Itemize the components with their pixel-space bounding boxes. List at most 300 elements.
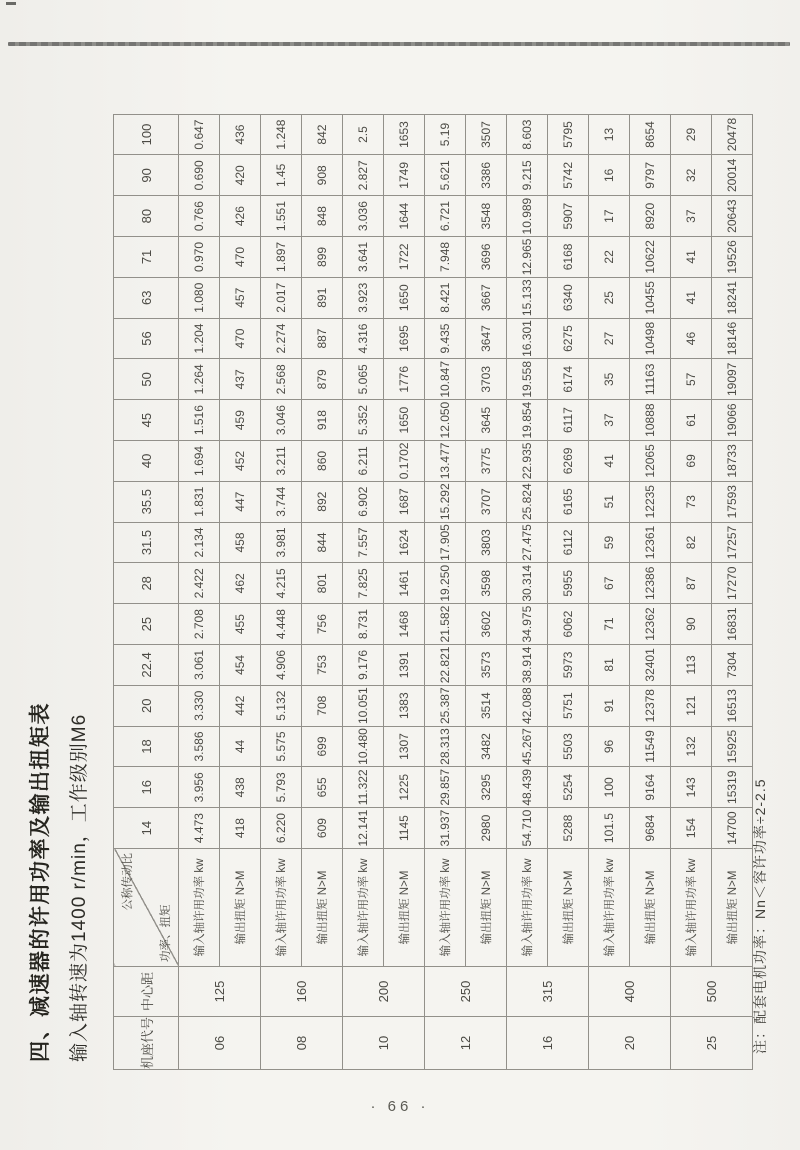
ratio-header: 80	[114, 196, 179, 237]
power-cell: 3.744	[261, 481, 302, 522]
ratio-header: 50	[114, 359, 179, 400]
ratio-header: 20	[114, 685, 179, 726]
ratio-header: 40	[114, 441, 179, 482]
torque-row-label: 输出扭矩 N>M	[548, 848, 589, 966]
ratio-header: 56	[114, 318, 179, 359]
torque-cell: 6168	[548, 237, 589, 278]
power-cell: 61	[671, 400, 712, 441]
power-cell: 25	[589, 277, 630, 318]
torque-cell: 655	[302, 767, 343, 808]
power-cell: 13.477	[425, 441, 466, 482]
table-row	[548, 114, 589, 1069]
torque-cell: 436	[220, 114, 261, 155]
torque-cell: 19066	[712, 400, 753, 441]
power-cell: 16	[589, 155, 630, 196]
torque-cell: 447	[220, 481, 261, 522]
power-cell: 25.387	[425, 685, 466, 726]
power-cell: 100	[589, 767, 630, 808]
power-cell: 1.264	[179, 359, 220, 400]
torque-cell: 6165	[548, 481, 589, 522]
power-cell: 27	[589, 318, 630, 359]
power-cell: 35	[589, 359, 630, 400]
torque-cell: 44	[220, 726, 261, 767]
page-number: · 66 ·	[370, 1098, 430, 1115]
power-cell: 17.905	[425, 522, 466, 563]
torque-cell: 12065	[630, 441, 671, 482]
torque-cell: 3707	[466, 481, 507, 522]
corner-power-torque-label: 功率、扭矩	[160, 904, 172, 962]
torque-cell: 10498	[630, 318, 671, 359]
torque-cell: 420	[220, 155, 261, 196]
torque-cell: 12386	[630, 563, 671, 604]
power-row-label: 输入轴许用功率 kw	[589, 848, 630, 966]
power-cell: 0.766	[179, 196, 220, 237]
torque-cell: 5751	[548, 685, 589, 726]
ratio-header: 25	[114, 604, 179, 645]
torque-cell: 5795	[548, 114, 589, 155]
torque-cell: 3507	[466, 114, 507, 155]
power-cell: 7.948	[425, 237, 466, 278]
torque-row-label: 输出扭矩 N>M	[630, 848, 671, 966]
power-cell: 22.821	[425, 645, 466, 686]
torque-cell: 5503	[548, 726, 589, 767]
torque-row-label: 输出扭矩 N>M	[712, 848, 753, 966]
torque-cell: 6062	[548, 604, 589, 645]
torque-cell: 19097	[712, 359, 753, 400]
torque-cell: 3645	[466, 400, 507, 441]
power-cell: 0.970	[179, 237, 220, 278]
power-cell: 19.558	[507, 359, 548, 400]
power-cell: 73	[671, 481, 712, 522]
torque-cell: 753	[302, 645, 343, 686]
table-row	[261, 114, 302, 1069]
torque-cell: 15319	[712, 767, 753, 808]
power-cell: 37	[671, 196, 712, 237]
power-row-label: 输入轴许用功率 kw	[179, 848, 220, 966]
torque-cell: 17257	[712, 522, 753, 563]
power-cell: 132	[671, 726, 712, 767]
center-distance: 315	[507, 966, 589, 1016]
power-cell: 19.250	[425, 563, 466, 604]
frame-code: 25	[671, 1016, 753, 1069]
torque-cell: 1461	[384, 563, 425, 604]
torque-cell: 3667	[466, 277, 507, 318]
power-cell: 6.211	[343, 441, 384, 482]
torque-cell: 3696	[466, 237, 507, 278]
torque-cell: 470	[220, 318, 261, 359]
power-cell: 1.516	[179, 400, 220, 441]
power-cell: 101.5	[589, 808, 630, 849]
center-distance: 400	[589, 966, 671, 1016]
power-cell: 22	[589, 237, 630, 278]
power-cell: 113	[671, 645, 712, 686]
torque-cell: 844	[302, 522, 343, 563]
torque-cell: 3295	[466, 767, 507, 808]
ratio-header: 100	[114, 114, 179, 155]
torque-cell: 3647	[466, 318, 507, 359]
power-cell: 1.551	[261, 196, 302, 237]
torque-cell: 848	[302, 196, 343, 237]
power-cell: 11.322	[343, 767, 384, 808]
torque-cell: 20014	[712, 155, 753, 196]
power-row-label: 输入轴许用功率 kw	[425, 848, 466, 966]
power-cell: 2.827	[343, 155, 384, 196]
torque-cell: 438	[220, 767, 261, 808]
power-cell: 4.473	[179, 808, 220, 849]
torque-cell: 10888	[630, 400, 671, 441]
power-cell: 121	[671, 685, 712, 726]
power-cell: 3.036	[343, 196, 384, 237]
power-cell: 28.313	[425, 726, 466, 767]
torque-cell: 20478	[712, 114, 753, 155]
power-cell: 69	[671, 441, 712, 482]
torque-cell: 32401	[630, 645, 671, 686]
torque-cell: 418	[220, 808, 261, 849]
center-distance-header: 中心距	[114, 966, 179, 1016]
torque-cell: 442	[220, 685, 261, 726]
power-cell: 71	[589, 604, 630, 645]
power-cell: 10.480	[343, 726, 384, 767]
power-cell: 12.965	[507, 237, 548, 278]
torque-cell: 699	[302, 726, 343, 767]
power-cell: 3.586	[179, 726, 220, 767]
page-title: 四、减速器的许用功率及输出扭矩表	[29, 702, 52, 1062]
power-cell: 2.568	[261, 359, 302, 400]
power-cell: 12.141	[343, 808, 384, 849]
ratio-header: 35.5	[114, 481, 179, 522]
frame-code: 06	[179, 1016, 261, 1069]
center-distance: 200	[343, 966, 425, 1016]
torque-cell: 458	[220, 522, 261, 563]
torque-cell: 12362	[630, 604, 671, 645]
power-cell: 4.316	[343, 318, 384, 359]
ratio-header: 14	[114, 808, 179, 849]
power-cell: 34.975	[507, 604, 548, 645]
torque-cell: 17593	[712, 481, 753, 522]
torque-cell: 860	[302, 441, 343, 482]
power-cell: 25.824	[507, 481, 548, 522]
power-row-label: 输入轴许用功率 kw	[671, 848, 712, 966]
torque-cell: 1653	[384, 114, 425, 155]
diagonal-corner-cell	[114, 848, 179, 966]
power-cell: 2.708	[179, 604, 220, 645]
torque-cell: 1650	[384, 277, 425, 318]
frame-code-header: 机座代号	[114, 1016, 179, 1069]
power-cell: 19.854	[507, 400, 548, 441]
power-cell: 22.935	[507, 441, 548, 482]
power-cell: 4.215	[261, 563, 302, 604]
torque-cell: 842	[302, 114, 343, 155]
torque-cell: 16831	[712, 604, 753, 645]
power-cell: 1.45	[261, 155, 302, 196]
torque-cell: 3703	[466, 359, 507, 400]
torque-cell: 918	[302, 400, 343, 441]
power-cell: 10.051	[343, 685, 384, 726]
power-cell: 0.647	[179, 114, 220, 155]
power-cell: 27.475	[507, 522, 548, 563]
table-row	[507, 114, 548, 1069]
torque-cell: 462	[220, 563, 261, 604]
torque-cell: 1468	[384, 604, 425, 645]
power-cell: 21.582	[425, 604, 466, 645]
torque-cell: 6112	[548, 522, 589, 563]
torque-row-label: 输出扭矩 N>M	[302, 848, 343, 966]
power-cell: 37	[589, 400, 630, 441]
power-cell: 8.731	[343, 604, 384, 645]
power-cell: 8.603	[507, 114, 548, 155]
torque-cell: 1307	[384, 726, 425, 767]
power-cell: 16.301	[507, 318, 548, 359]
table-row	[671, 114, 712, 1069]
power-cell: 82	[671, 522, 712, 563]
power-cell: 29	[671, 114, 712, 155]
power-row-label: 输入轴许用功率 kw	[507, 848, 548, 966]
power-cell: 8.421	[425, 277, 466, 318]
power-cell: 87	[671, 563, 712, 604]
power-cell: 3.923	[343, 277, 384, 318]
power-cell: 15.292	[425, 481, 466, 522]
table-row	[425, 114, 466, 1069]
torque-cell: 12235	[630, 481, 671, 522]
footnote: 注：配套电机功率：Nn＜容许功率÷2-2.5	[752, 778, 768, 1054]
power-cell: 3.641	[343, 237, 384, 278]
power-cell: 1.080	[179, 277, 220, 318]
torque-cell: 452	[220, 441, 261, 482]
torque-cell: 3548	[466, 196, 507, 237]
frame-code: 08	[261, 1016, 343, 1069]
table-row	[384, 114, 425, 1069]
torque-cell: 17270	[712, 563, 753, 604]
power-cell: 10.989	[507, 196, 548, 237]
torque-cell: 1225	[384, 767, 425, 808]
power-cell: 0.690	[179, 155, 220, 196]
torque-cell: 8920	[630, 196, 671, 237]
power-cell: 31.937	[425, 808, 466, 849]
power-cell: 51	[589, 481, 630, 522]
power-cell: 9.215	[507, 155, 548, 196]
torque-cell: 470	[220, 237, 261, 278]
page-subtitle: 输入轴转速为1400 r/min，工作级别M6	[69, 713, 90, 1062]
table-row	[343, 114, 384, 1069]
power-cell: 30.314	[507, 563, 548, 604]
torque-cell: 899	[302, 237, 343, 278]
torque-cell: 459	[220, 400, 261, 441]
torque-cell: 3775	[466, 441, 507, 482]
torque-cell: 5955	[548, 563, 589, 604]
power-cell: 90	[671, 604, 712, 645]
torque-cell: 9164	[630, 767, 671, 808]
torque-cell: 19526	[712, 237, 753, 278]
power-cell: 1.204	[179, 318, 220, 359]
torque-row-label: 输出扭矩 N>M	[466, 848, 507, 966]
power-cell: 5.793	[261, 767, 302, 808]
torque-cell: 10622	[630, 237, 671, 278]
torque-cell: 3573	[466, 645, 507, 686]
torque-cell: 18241	[712, 277, 753, 318]
torque-cell: 11163	[630, 359, 671, 400]
torque-cell: 708	[302, 685, 343, 726]
torque-cell: 2980	[466, 808, 507, 849]
power-cell: 45.267	[507, 726, 548, 767]
power-cell: 3.330	[179, 685, 220, 726]
torque-cell: 908	[302, 155, 343, 196]
ratio-header: 45	[114, 400, 179, 441]
torque-cell: 5907	[548, 196, 589, 237]
torque-cell: 5288	[548, 808, 589, 849]
power-cell: 5.132	[261, 685, 302, 726]
torque-cell: 801	[302, 563, 343, 604]
torque-cell: 1383	[384, 685, 425, 726]
power-cell: 5.065	[343, 359, 384, 400]
torque-cell: 5742	[548, 155, 589, 196]
power-row-label: 输入轴许用功率 kw	[343, 848, 384, 966]
center-distance: 160	[261, 966, 343, 1016]
ratio-header: 18	[114, 726, 179, 767]
power-cell: 5.19	[425, 114, 466, 155]
power-cell: 42.088	[507, 685, 548, 726]
power-cell: 7.557	[343, 522, 384, 563]
power-cell: 1.248	[261, 114, 302, 155]
torque-cell: 455	[220, 604, 261, 645]
center-distance: 125	[179, 966, 261, 1016]
power-cell: 3.956	[179, 767, 220, 808]
power-cell: 154	[671, 808, 712, 849]
torque-cell: 6275	[548, 318, 589, 359]
torque-cell: 1624	[384, 522, 425, 563]
power-cell: 41	[671, 277, 712, 318]
torque-cell: 437	[220, 359, 261, 400]
power-cell: 6.220	[261, 808, 302, 849]
table-container	[113, 114, 753, 1070]
power-cell: 5.352	[343, 400, 384, 441]
torque-cell: 426	[220, 196, 261, 237]
ratio-header: 90	[114, 155, 179, 196]
torque-cell: 1687	[384, 481, 425, 522]
torque-cell: 1145	[384, 808, 425, 849]
torque-cell: 892	[302, 481, 343, 522]
power-cell: 3.061	[179, 645, 220, 686]
power-cell: 59	[589, 522, 630, 563]
power-cell: 1.897	[261, 237, 302, 278]
torque-cell: 11549	[630, 726, 671, 767]
torque-cell: 891	[302, 277, 343, 318]
torque-cell: 756	[302, 604, 343, 645]
torque-cell: 1776	[384, 359, 425, 400]
torque-cell: 3803	[466, 522, 507, 563]
frame-code: 10	[343, 1016, 425, 1069]
power-cell: 48.439	[507, 767, 548, 808]
power-cell: 46	[671, 318, 712, 359]
torque-cell: 3602	[466, 604, 507, 645]
table-row	[712, 114, 753, 1069]
power-cell: 41	[589, 441, 630, 482]
torque-cell: 20643	[712, 196, 753, 237]
torque-cell: 14700	[712, 808, 753, 849]
torque-cell: 1722	[384, 237, 425, 278]
torque-cell: 879	[302, 359, 343, 400]
torque-cell: 18146	[712, 318, 753, 359]
power-cell: 2.274	[261, 318, 302, 359]
torque-cell: 3386	[466, 155, 507, 196]
power-cell: 2.5	[343, 114, 384, 155]
table-row	[302, 114, 343, 1069]
torque-cell: 3514	[466, 685, 507, 726]
torque-cell: 5254	[548, 767, 589, 808]
torque-row-label: 输出扭矩 N>M	[384, 848, 425, 966]
torque-cell: 6117	[548, 400, 589, 441]
torque-cell: 0.1702	[384, 441, 425, 482]
torque-cell: 3482	[466, 726, 507, 767]
frame-code: 12	[425, 1016, 507, 1069]
torque-cell: 18733	[712, 441, 753, 482]
power-cell: 5.621	[425, 155, 466, 196]
torque-cell: 12361	[630, 522, 671, 563]
center-distance: 500	[671, 966, 753, 1016]
table-row	[589, 114, 630, 1069]
torque-cell: 6174	[548, 359, 589, 400]
torque-cell: 7304	[712, 645, 753, 686]
power-cell: 2.017	[261, 277, 302, 318]
power-cell: 3.981	[261, 522, 302, 563]
table-row	[466, 114, 507, 1069]
power-cell: 13	[589, 114, 630, 155]
power-cell: 1.831	[179, 481, 220, 522]
power-cell: 2.422	[179, 563, 220, 604]
torque-cell: 1391	[384, 645, 425, 686]
torque-cell: 12378	[630, 685, 671, 726]
table-row	[179, 114, 220, 1069]
power-cell: 15.133	[507, 277, 548, 318]
power-row-label: 输入轴许用功率 kw	[261, 848, 302, 966]
corner-ratio-label: 公称传动比	[122, 852, 134, 911]
torque-cell: 9684	[630, 808, 671, 849]
ratio-header: 16	[114, 767, 179, 808]
table-row	[630, 114, 671, 1069]
torque-cell: 1749	[384, 155, 425, 196]
ratio-header: 28	[114, 563, 179, 604]
torque-cell: 6340	[548, 277, 589, 318]
power-cell: 5.575	[261, 726, 302, 767]
center-distance: 250	[425, 966, 507, 1016]
power-cell: 2.134	[179, 522, 220, 563]
power-cell: 4.906	[261, 645, 302, 686]
power-cell: 57	[671, 359, 712, 400]
power-cell: 29.857	[425, 767, 466, 808]
power-cell: 12.050	[425, 400, 466, 441]
frame-code: 20	[589, 1016, 671, 1069]
torque-cell: 457	[220, 277, 261, 318]
power-cell: 1.694	[179, 441, 220, 482]
data-table	[113, 114, 753, 1070]
torque-cell: 8654	[630, 114, 671, 155]
power-cell: 41	[671, 237, 712, 278]
torque-cell: 9797	[630, 155, 671, 196]
ratio-header: 31.5	[114, 522, 179, 563]
torque-cell: 1644	[384, 196, 425, 237]
torque-cell: 10455	[630, 277, 671, 318]
torque-cell: 16513	[712, 685, 753, 726]
power-cell: 6.721	[425, 196, 466, 237]
torque-cell: 1650	[384, 400, 425, 441]
torque-cell: 887	[302, 318, 343, 359]
torque-cell: 3598	[466, 563, 507, 604]
power-cell: 54.710	[507, 808, 548, 849]
power-cell: 32	[671, 155, 712, 196]
power-cell: 7.825	[343, 563, 384, 604]
power-cell: 38.914	[507, 645, 548, 686]
torque-row-label: 输出扭矩 N>M	[220, 848, 261, 966]
torque-cell: 1695	[384, 318, 425, 359]
